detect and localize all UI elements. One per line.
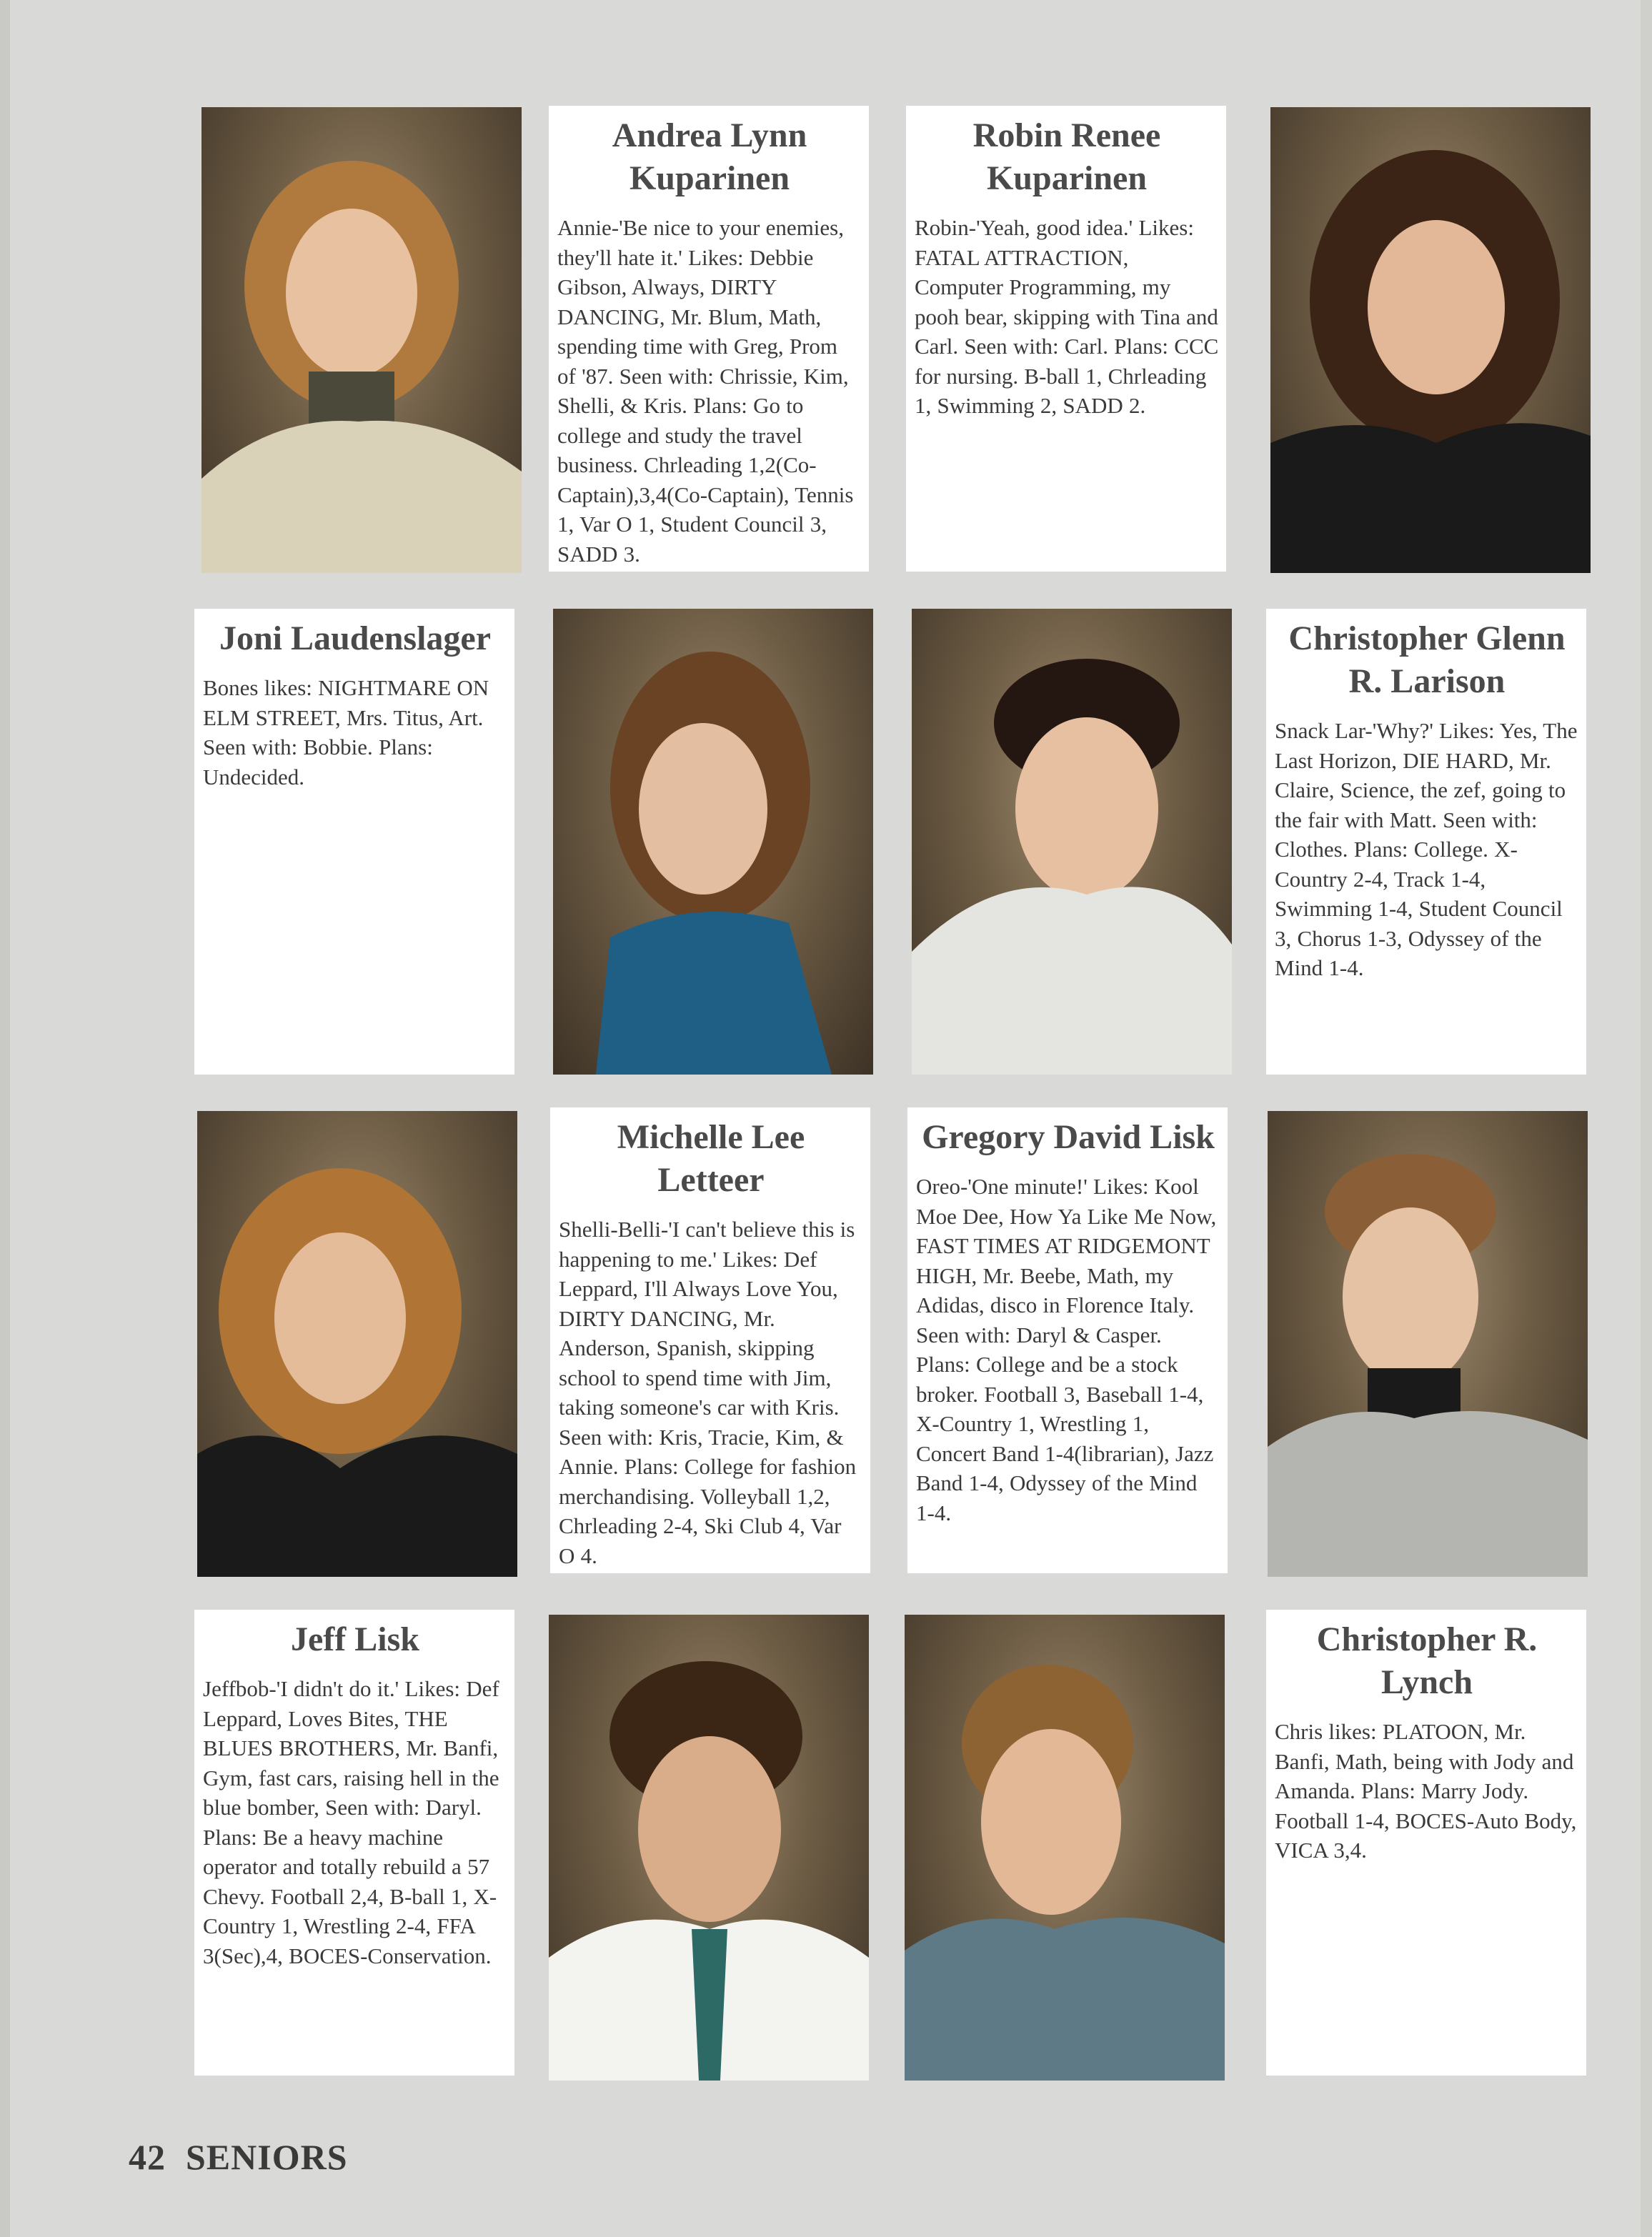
senior-bio: Snack Lar-'Why?' Likes: Yes, The Last Horizon, DIE HARD, Mr. Claire, Science, the zef, going to the fair with Matt. Seen with: Clothes. Plans: College. X-Country 2-4, Track 1-4, Swimming 1-4, Student Council 3, Chorus 1-3, Odyssey of the Mind 1-4. [1275,718,1578,980]
senior-bio: Chris likes: PLATOON, Mr. Banfi, Math, being with Jody and Amanda. Plans: Marry Jody. Football 1-4, BOCES-Auto Body, VICA 3,4. [1275,1719,1577,1863]
senior-card-michelle-letteer [550,1107,870,1573]
senior-name: Joni Laudenslager [219,619,492,657]
senior-name: Andrea Lynn Kuparinen [612,116,807,197]
senior-bio: Annie-'Be nice to your enemies, they'll hate it.' Likes: Debbie Gibson, Always, DIRTY DANCING, Mr. Blum, Math, spending time with Greg, Prom of '87. Seen with: Chrissie, Kim, Shelli, & Kris. Plans: Go to college and study the travel business. Chrleading 1,2(Co-Captain),3,4(Co-Captain), Tennis 1, Var O 1, Student Council 3, SADD 3. [557,215,854,567]
page-footer [129,2136,368,2178]
senior-bio: Shelli-Belli-'I can't believe this is happening to me.' Likes: Def Leppard, I'll Always Love You, DIRTY DANCING, Mr. Anderson, Spanish, skipping school to spend time with Jim, taking someone's car with Kris. Seen with: Kris, Tracie, Kim, & Annie. Plans: College for fashion merchandising. Volleyball 1,2, Chrleading 2-4, Ski Club 4, Var O 4. [559,1217,857,1568]
senior-card-joni-laudenslager [194,609,514,1075]
portrait-photo-robin-kuparinen [1270,107,1591,573]
portrait-silhouette [1270,107,1591,573]
senior-card-christopher-lynch [1266,1610,1586,2076]
senior-card-robin-kuparinen [906,106,1226,572]
senior-name: Christopher Glenn R. Larison [1288,619,1566,700]
portrait-silhouette [201,107,522,573]
senior-bio: Bones likes: NIGHTMARE ON ELM STREET, Mrs. Titus, Art. Seen with: Bobbie. Plans: Undecided. [203,675,489,789]
senior-name: Jeff Lisk [291,1620,419,1658]
portrait-silhouette [553,609,873,1075]
portrait-photo-michelle-letteer [197,1111,517,1577]
senior-bio: Jeffbob-'I didn't do it.' Likes: Def Leppard, Loves Bites, THE BLUES BROTHERS, Mr. Banfi, Gym, fast cars, raising hell in the blue bomber, Seen with: Daryl. Plans: Be a heavy machine operator and totally rebuild a 57 Chevy. Football 2,4, B-ball 1, X-Country 1, Wrestling 2-4, FFA 3(Sec),4, BOCES-Conservation. [203,1676,499,1968]
senior-name: Gregory David Lisk [922,1118,1215,1156]
senior-card-jeff-lisk [194,1610,514,2076]
page-right-edge [1641,0,1652,2237]
portrait-silhouette [549,1615,869,2081]
senior-bio: Oreo-'One minute!' Likes: Kool Moe Dee, How Ya Like Me Now, FAST TIMES AT RIDGEMONT HIGH, Mr. Beebe, Math, my Adidas, disco in Florence Italy. Seen with: Daryl & Casper. Plans: College and be a stock broker. Football 3, Baseball 1-4, X-Country 1, Wrestling 1, Concert Band 1-4(librarian), Jazz Band 1-4, Odyssey of the Mind 1-4. [916,1174,1217,1525]
portrait-silhouette [905,1615,1225,2081]
portrait-silhouette [912,609,1232,1075]
senior-card-andrea-kuparinen [549,106,869,572]
senior-bio: Robin-'Yeah, good idea.' Likes: FATAL ATTRACTION, Computer Programming, my pooh bear, skipping with Tina and Carl. Seen with: Carl. Plans: CCC for nursing. B-ball 1, Chrleading 1, Swimming 2, SADD 2. [915,215,1219,418]
senior-name: Robin Renee Kuparinen [972,116,1161,197]
portrait-silhouette [1268,1111,1588,1577]
page-number: 42 [129,2137,166,2177]
portrait-photo-christopher-lynch [905,1615,1225,2081]
portrait-silhouette [197,1111,517,1577]
portrait-photo-joni-laudenslager [553,609,873,1075]
senior-name: Christopher R. Lynch [1316,1620,1538,1701]
portrait-photo-jeff-lisk [549,1615,869,2081]
page-left-edge [0,0,10,2237]
portrait-photo-gregory-lisk [1268,1111,1588,1577]
senior-card-christopher-larison [1266,609,1586,1075]
section-title: SENIORS [186,2137,348,2177]
senior-card-gregory-lisk [907,1107,1228,1573]
senior-name: Michelle Lee Letteer [617,1118,805,1199]
portrait-photo-andrea-kuparinen [201,107,522,573]
portrait-photo-christopher-larison [912,609,1232,1075]
